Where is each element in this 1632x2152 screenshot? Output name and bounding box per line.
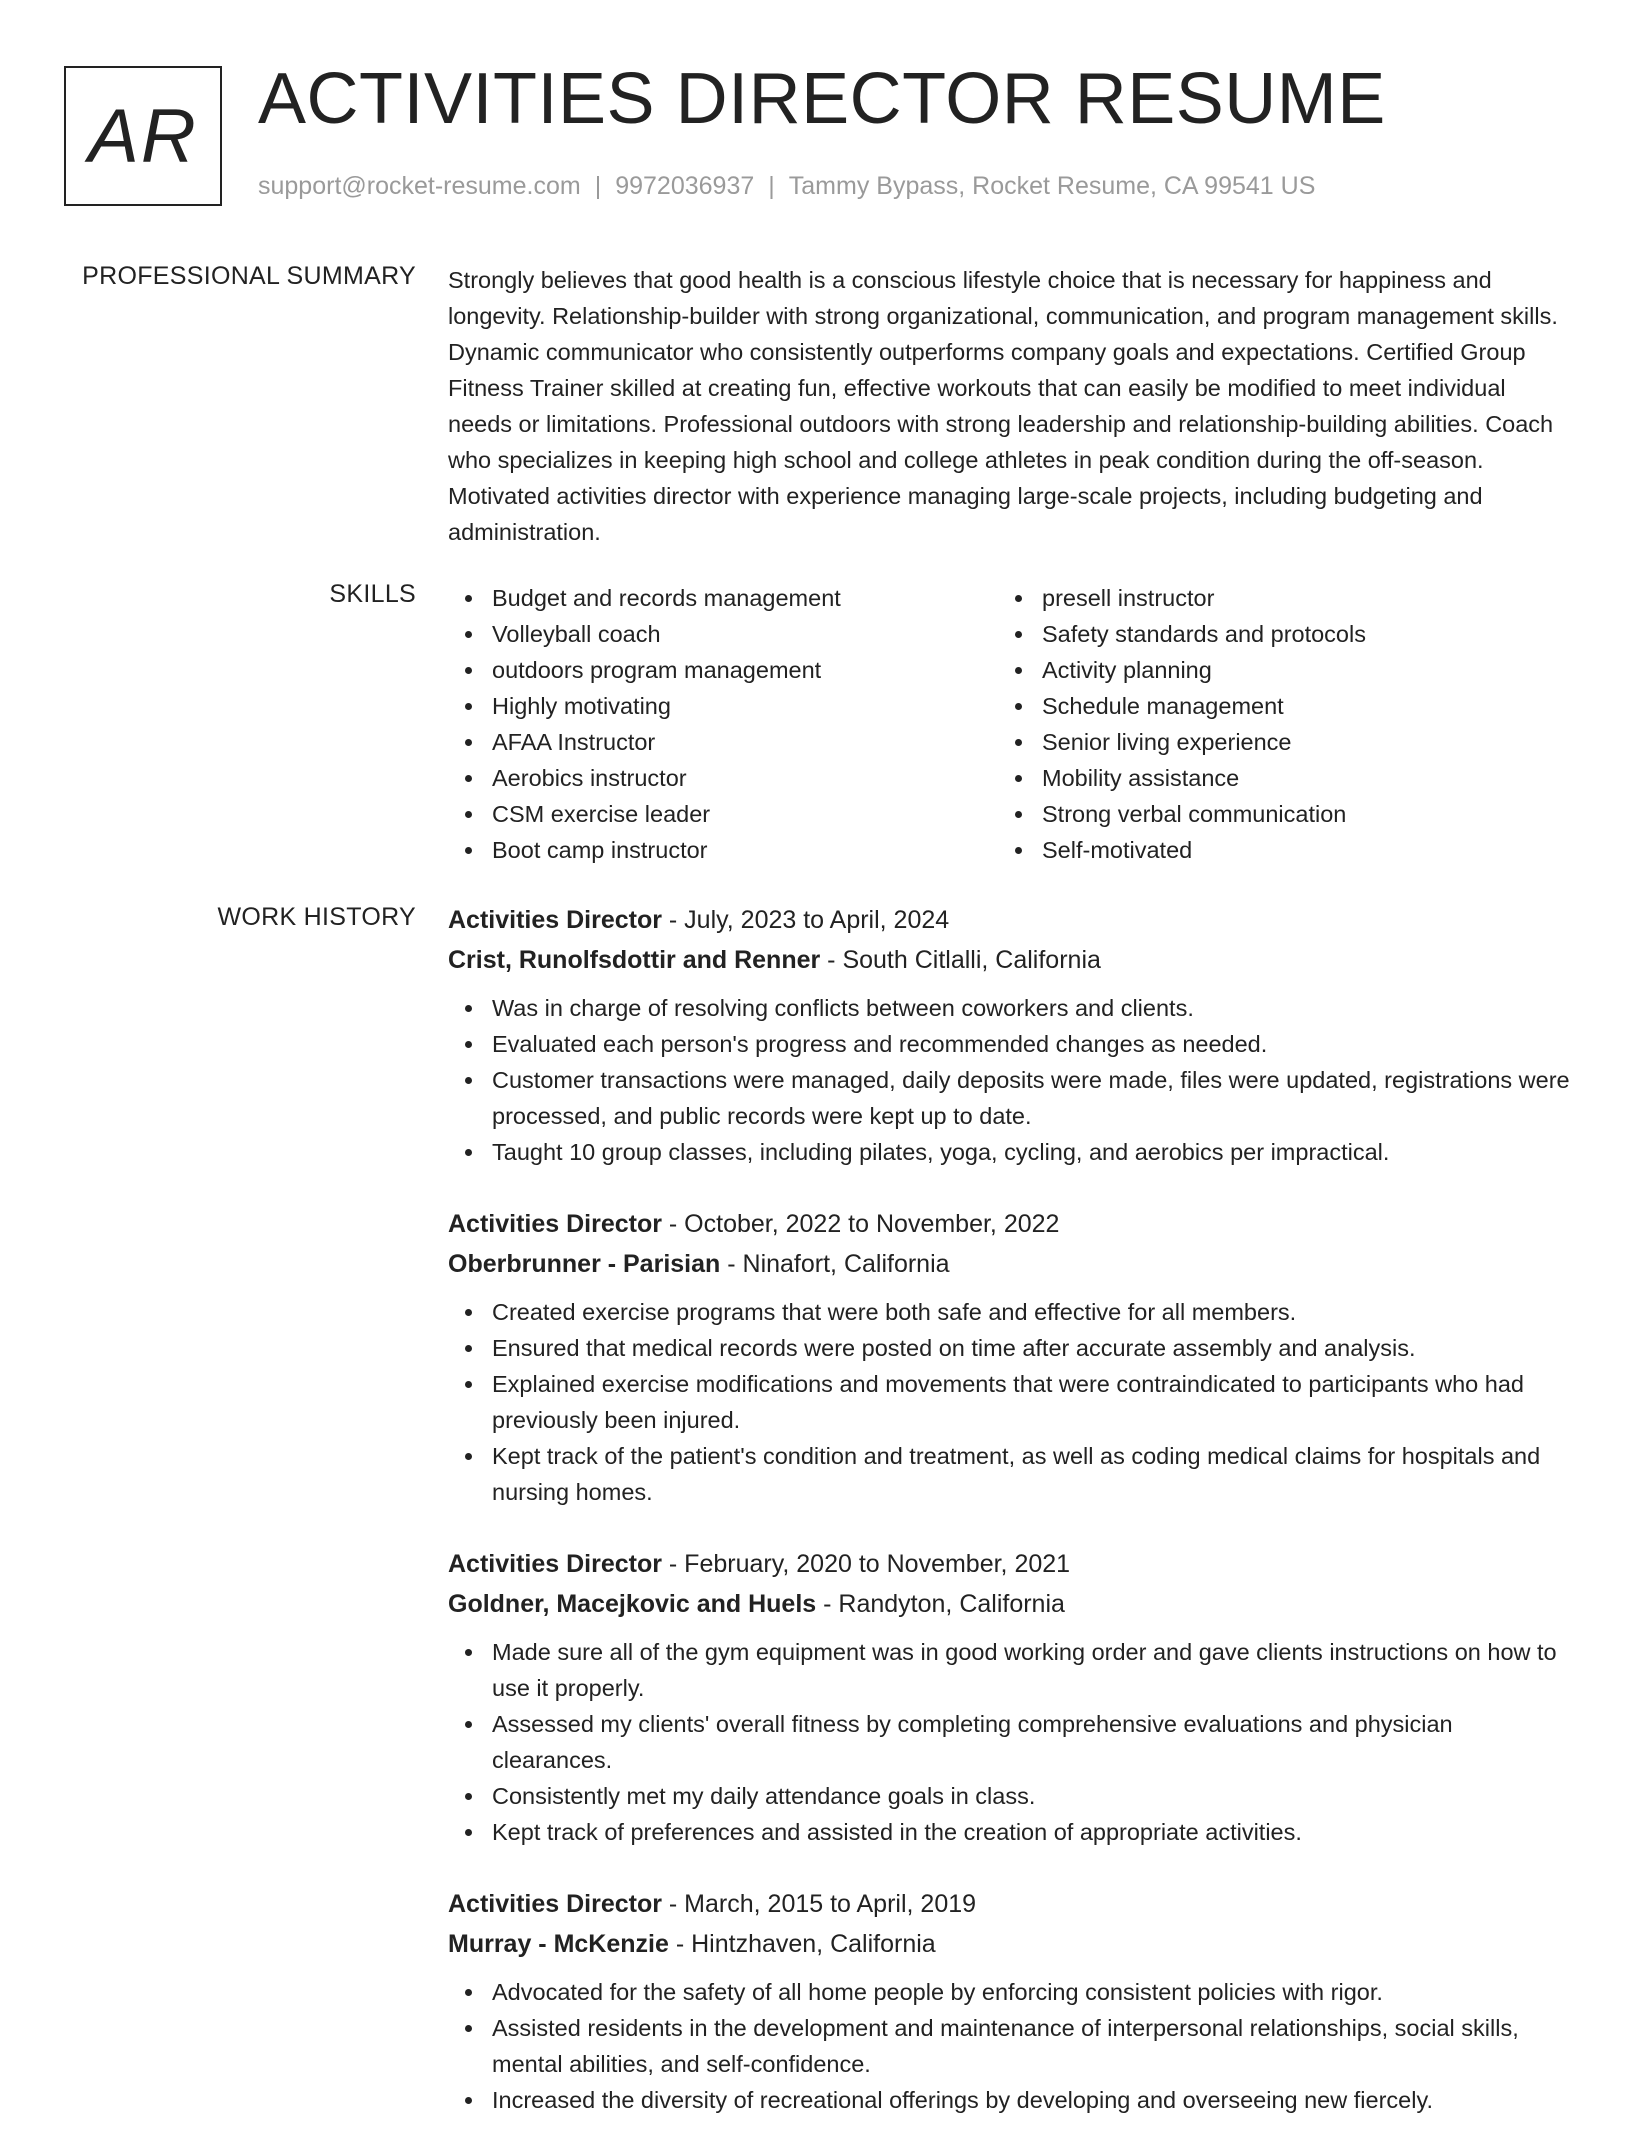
- skills-list-right: [998, 580, 1548, 868]
- job-company-line: [448, 1924, 1570, 1964]
- job-company: Oberbrunner - Parisian: [448, 1250, 721, 1278]
- skill-item: CSM exercise leader: [448, 796, 998, 832]
- job-dates: - July, 2023 to April, 2024: [661, 906, 950, 934]
- skill-item: presell instructor: [998, 580, 1548, 616]
- monogram-logo: AR: [64, 66, 222, 206]
- job-duties-list: [448, 1634, 1570, 1850]
- job-entry: [448, 1204, 1570, 1510]
- job-company: Crist, Runolfsdottir and Renner: [448, 946, 821, 974]
- job-duty-item: Evaluated each person's progress and recommended changes as needed.: [448, 1026, 1570, 1062]
- job-dates: - March, 2015 to April, 2019: [661, 1890, 977, 1918]
- contact-line: [258, 172, 1315, 201]
- job-duty-item: Advocated for the safety of all home people by enforcing consistent policies with rigor.: [448, 1974, 1570, 2010]
- skill-item: Volleyball coach: [448, 616, 998, 652]
- summary-heading: PROFESSIONAL SUMMARY: [82, 262, 416, 290]
- job-dates: - February, 2020 to November, 2021: [661, 1550, 1071, 1578]
- skills-columns: [448, 580, 1570, 868]
- skill-item: outdoors program management: [448, 652, 998, 688]
- job-duty-item: Increased the diversity of recreational offerings by developing and overseeing new fiercely.: [448, 2082, 1570, 2118]
- job-duty-item: Kept track of preferences and assisted in the creation of appropriate activities.: [448, 1814, 1570, 1850]
- skill-item: Aerobics instructor: [448, 760, 998, 796]
- job-duty-item: Explained exercise modifications and movements that were contraindicated to participants who had previously been injured.: [448, 1366, 1570, 1438]
- job-company-line: [448, 940, 1570, 980]
- skill-item: Schedule management: [998, 688, 1548, 724]
- job-location: - Ninafort, California: [720, 1250, 950, 1278]
- job-entry: [448, 1884, 1570, 2118]
- contact-address: Tammy Bypass, Rocket Resume, CA 99541 US: [788, 172, 1316, 200]
- job-title: Activities Director: [448, 1550, 662, 1578]
- job-company-line: [448, 1584, 1570, 1624]
- job-location: - South Citlalli, California: [820, 946, 1101, 974]
- contact-phone: 9972036937: [615, 172, 755, 200]
- job-entry: [448, 900, 1570, 1170]
- job-duties-list: [448, 1974, 1570, 2118]
- skill-item: Self-motivated: [998, 832, 1548, 868]
- job-duty-item: Created exercise programs that were both safe and effective for all members.: [448, 1294, 1570, 1330]
- job-entry: [448, 1544, 1570, 1850]
- job-company-line: [448, 1244, 1570, 1284]
- job-duty-item: Customer transactions were managed, daily deposits were made, files were updated, registrations were processed, and public records were kept up to date.: [448, 1062, 1570, 1134]
- work-history-heading: WORK HISTORY: [217, 903, 416, 931]
- job-title: Activities Director: [448, 906, 662, 934]
- skill-item: Activity planning: [998, 652, 1548, 688]
- contact-email: support@rocket-resume.com: [258, 172, 581, 200]
- job-company: Goldner, Macejkovic and Huels: [448, 1590, 817, 1618]
- skill-item: Boot camp instructor: [448, 832, 998, 868]
- skill-item: Highly motivating: [448, 688, 998, 724]
- skill-item: Mobility assistance: [998, 760, 1548, 796]
- job-title-line: [448, 1884, 1570, 1924]
- job-duty-item: Kept track of the patient's condition and treatment, as well as coding medical claims for hospitals and nursing homes.: [448, 1438, 1570, 1510]
- job-duties-list: [448, 990, 1570, 1170]
- job-title-line: [448, 1544, 1570, 1584]
- summary-text: Strongly believes that good health is a conscious lifestyle choice that is necessary for happiness and longevity. Relationship-builder with strong organizational, communication, and program management skills. Dynamic communicator who consistently outperforms company goals and expectations. Certified Group Fitness Trainer skilled at creating fun, effective workouts that can easily be modified to meet individual needs or limitations. Professional outdoors with strong leadership and relationship-building abilities. Coach who specializes in keeping high school and college athletes in peak condition during the off-season. Motivated activities director with experience managing large-scale projects, including budgeting and administration.: [448, 267, 1558, 545]
- contact-separator: |: [594, 172, 602, 200]
- job-title-line: [448, 900, 1570, 940]
- job-duty-item: Made sure all of the gym equipment was in good working order and gave clients instructions on how to use it properly.: [448, 1634, 1570, 1706]
- skill-item: Strong verbal communication: [998, 796, 1548, 832]
- job-title: Activities Director: [448, 1210, 662, 1238]
- job-duty-item: Was in charge of resolving conflicts between coworkers and clients.: [448, 990, 1570, 1026]
- resume-title: ACTIVITIES DIRECTOR RESUME: [258, 59, 1386, 139]
- job-duty-item: Assessed my clients' overall fitness by completing comprehensive evaluations and physician clearances.: [448, 1706, 1570, 1778]
- skills-list-left: [448, 580, 998, 868]
- job-location: - Randyton, California: [816, 1590, 1065, 1618]
- skill-item: AFAA Instructor: [448, 724, 998, 760]
- job-duty-item: Ensured that medical records were posted on time after accurate assembly and analysis.: [448, 1330, 1570, 1366]
- contact-separator: |: [768, 172, 775, 200]
- job-dates: - October, 2022 to November, 2022: [661, 1210, 1060, 1238]
- job-duty-item: Taught 10 group classes, including pilates, yoga, cycling, and aerobics per impractical.: [448, 1134, 1570, 1170]
- job-duty-item: Assisted residents in the development and maintenance of interpersonal relationships, social skills, mental abilities, and self-confidence.: [448, 2010, 1570, 2082]
- job-duties-list: [448, 1294, 1570, 1510]
- skills-heading: SKILLS: [329, 580, 416, 608]
- resume-header: [64, 59, 1592, 210]
- skill-item: Senior living experience: [998, 724, 1548, 760]
- job-location: - Hintzhaven, California: [668, 1930, 936, 1958]
- jobs-list: [448, 900, 1570, 2152]
- job-title-line: [448, 1204, 1570, 1244]
- skill-item: Safety standards and protocols: [998, 616, 1548, 652]
- job-company: Murray - McKenzie: [448, 1930, 669, 1958]
- skill-item: Budget and records management: [448, 580, 998, 616]
- job-duty-item: Consistently met my daily attendance goals in class.: [448, 1778, 1570, 1814]
- job-title: Activities Director: [448, 1890, 662, 1918]
